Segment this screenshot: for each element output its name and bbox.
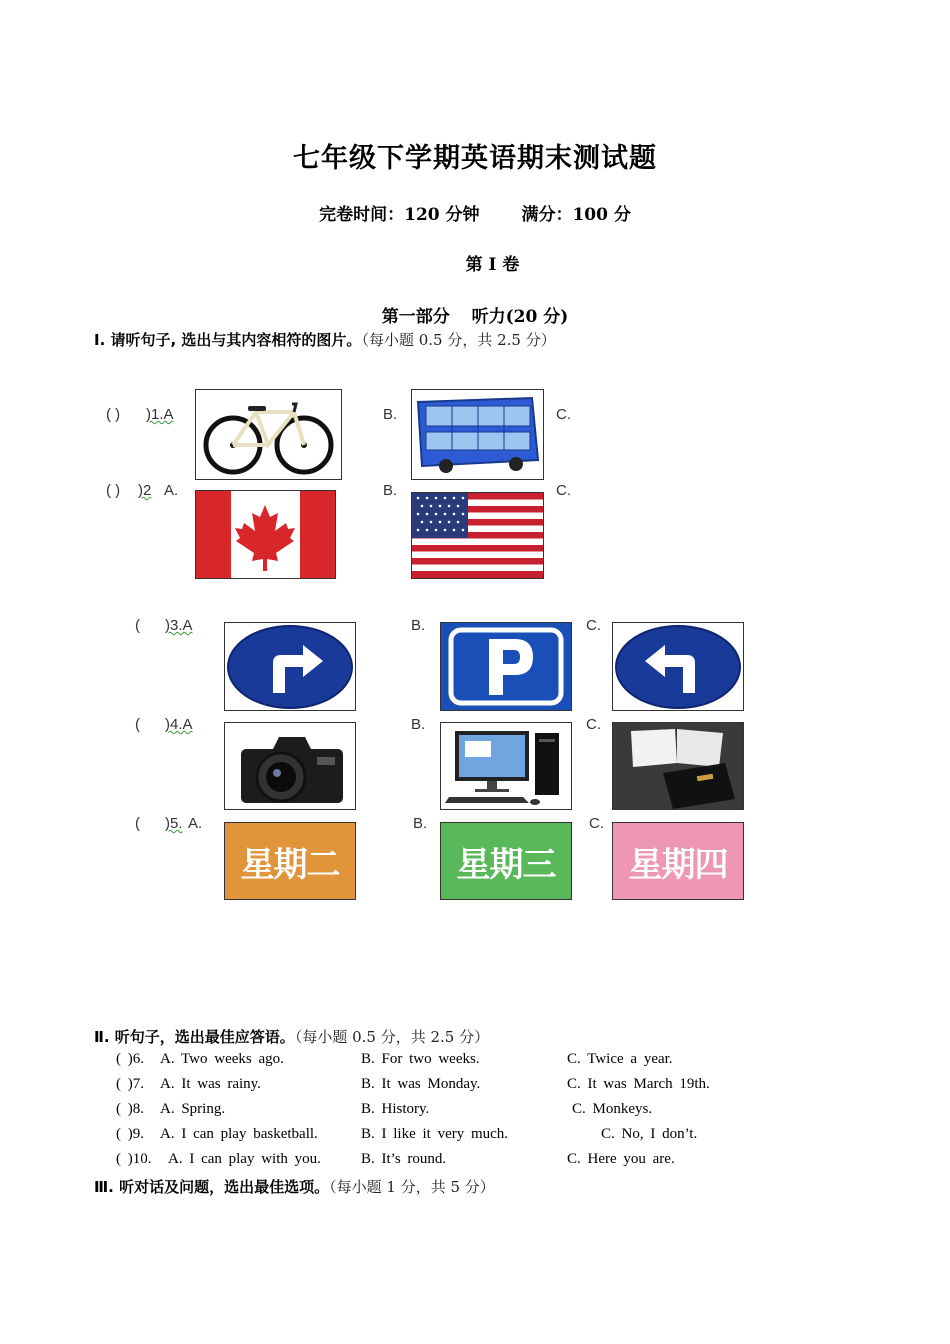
q4-label-c: C. (586, 716, 601, 733)
q4-blank[interactable]: ( (135, 716, 140, 733)
part-heading (0, 302, 950, 327)
q2-blank[interactable]: ( ) (106, 482, 121, 499)
q9-number[interactable]: ( )9. (116, 1126, 144, 1142)
tuesday-text: 星期二 (240, 844, 340, 885)
q10-number[interactable]: ( )10. (116, 1151, 152, 1167)
turn-left-sign (612, 622, 744, 711)
canada-flag-picture (195, 490, 336, 579)
q7-option-a: A. It was rainy. (160, 1076, 261, 1092)
q3-number: )3.A (165, 617, 193, 634)
wednesday-card (440, 822, 572, 900)
parking-sign (440, 622, 572, 711)
q5-number: )5. (165, 815, 183, 832)
q2-label-c: C. (556, 482, 571, 499)
q2-number: )2 (138, 482, 152, 499)
q4-number: )4.A (165, 716, 193, 733)
section-3-note: （每小题 1 分，共 5 分） (329, 1178, 495, 1196)
bicycle-picture (195, 389, 342, 480)
section-3-heading (94, 1176, 495, 1197)
q10-option-b: B. It’s round. (361, 1151, 447, 1167)
q9-option-c: C. No, I don’t. (601, 1126, 698, 1142)
q1-blank[interactable]: ( ) (106, 406, 121, 423)
section-1-title: Ⅰ. 请听句子, 选出与其内容相符的图片。 (94, 331, 362, 349)
q2-label-a: A. (164, 482, 179, 499)
thursday-text: 星期四 (628, 844, 728, 885)
q1-label-b: B. (383, 406, 398, 423)
thursday-card (612, 822, 744, 900)
q3-label-c: C. (586, 617, 601, 634)
section-3-title: Ⅲ. 听对话及问题，选出最佳选项。 (94, 1178, 330, 1196)
page-title: 七年级下学期英语期末测试题 (293, 143, 657, 174)
q10-option-c: C. Here you are. (567, 1151, 675, 1167)
exam-time: 完卷时间：120 分钟 (319, 205, 480, 225)
bus-picture (411, 389, 544, 480)
section-2-title: Ⅱ. 听句子，选出最佳应答语。 (94, 1028, 295, 1046)
section-2-note: （每小题 0.5 分，共 2.5 分） (294, 1028, 490, 1046)
camera-picture (224, 722, 356, 810)
section-2-heading (94, 1026, 489, 1047)
q10-option-a: A. I can play with you. (168, 1151, 321, 1167)
q5-label-a: A. (188, 815, 203, 832)
part-topic: 听力(20 分) (471, 307, 569, 327)
notebook-picture (612, 722, 744, 810)
q3-label-b: B. (411, 617, 426, 634)
q4-label-b: B. (411, 716, 426, 733)
exam-info (0, 200, 950, 225)
tuesday-card (224, 822, 356, 900)
q8-option-a: A. Spring. (160, 1101, 226, 1117)
q5-blank[interactable]: ( (135, 815, 140, 832)
q5-label-c: C. (589, 815, 604, 832)
usa-flag-picture (411, 492, 544, 579)
q7-option-c: C. It was March 19th. (567, 1076, 710, 1092)
wednesday-text: 星期三 (456, 844, 556, 885)
exam-score: 满分：100 分 (521, 205, 631, 225)
q7-number[interactable]: ( )7. (116, 1076, 144, 1092)
q8-option-c: C. Monkeys. (572, 1101, 653, 1117)
q8-number[interactable]: ( )8. (116, 1101, 144, 1117)
q6-option-c: C. Twice a year. (567, 1051, 673, 1067)
q6-option-b: B. For two weeks. (361, 1051, 480, 1067)
q1-label-c: C. (556, 406, 571, 423)
part-name: 第一部分 (381, 307, 450, 327)
q9-option-a: A. I can play basketball. (160, 1126, 318, 1142)
section-1-heading (94, 329, 556, 350)
q3-blank[interactable]: ( (135, 617, 140, 634)
q7-option-b: B. It was Monday. (361, 1076, 481, 1092)
q2-label-b: B. (383, 482, 398, 499)
computer-picture (440, 722, 572, 810)
q8-option-b: B. History. (361, 1101, 430, 1117)
q6-option-a: A. Two weeks ago. (160, 1051, 284, 1067)
volume-label: 第 I 卷 (465, 255, 520, 275)
q9-option-b: B. I like it very much. (361, 1126, 509, 1142)
q1-number: )1.A (146, 406, 174, 423)
section-1-note: （每小题 0.5 分，共 2.5 分） (361, 331, 556, 349)
q5-label-b: B. (413, 815, 428, 832)
q6-number[interactable]: ( )6. (116, 1051, 144, 1067)
turn-right-sign (224, 622, 356, 711)
